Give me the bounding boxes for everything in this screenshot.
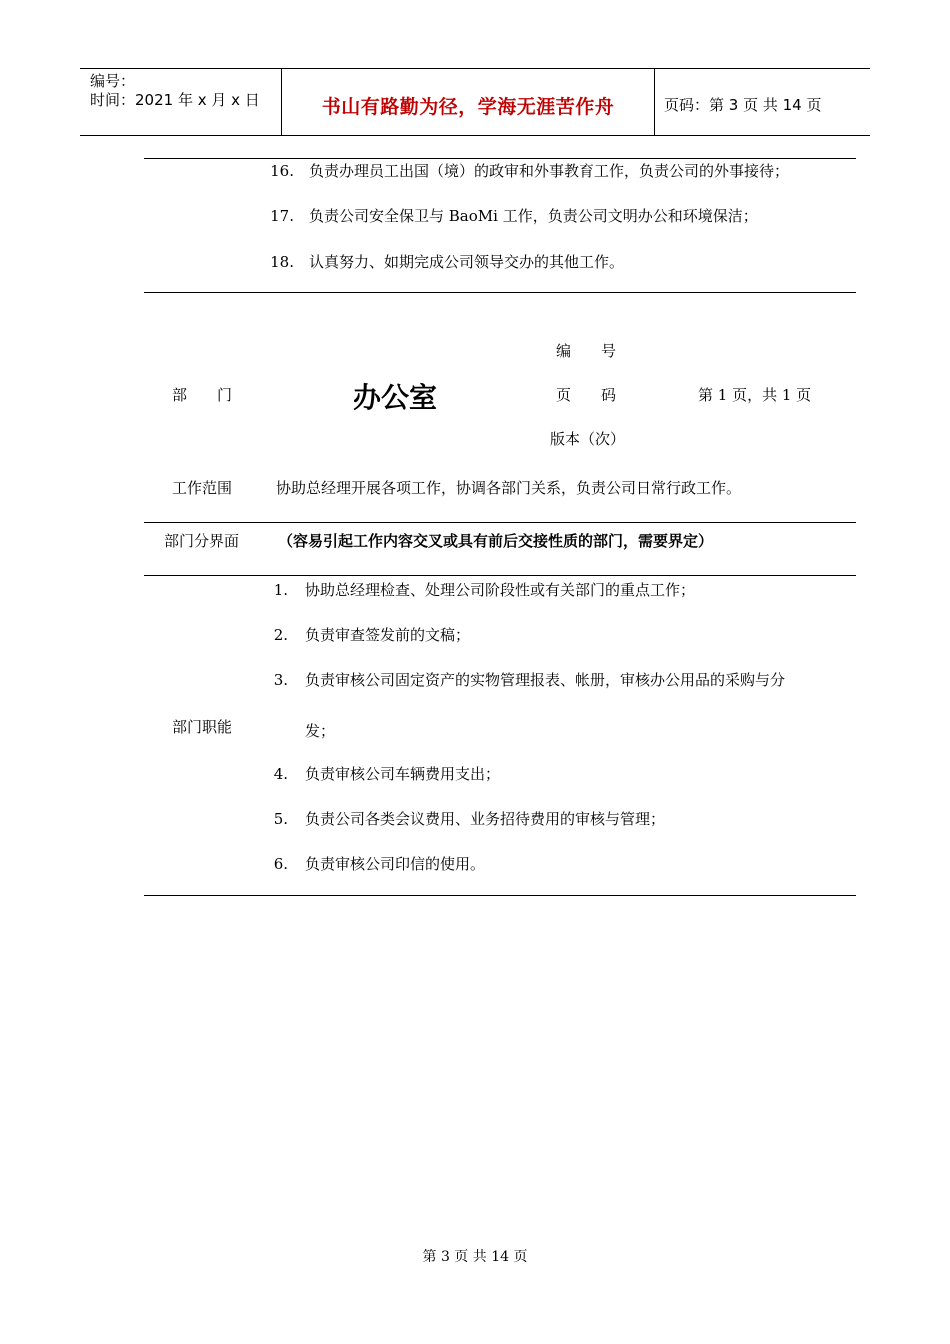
list-item: 负责审核公司固定资产的实物管理报表、帐册，审核办公用品的采购与分 [305,671,786,689]
interface-bottom-rule [144,575,856,576]
dept-label: 部 门 [172,386,233,404]
header-page-label: 页码：第 3 页 共 14 页 [664,96,822,114]
page-label: 页 码 [556,386,617,404]
list-item-number: 6. [273,855,288,873]
version-label: 版本（次） [550,430,626,448]
functions-label: 部门职能 [172,718,233,736]
list-item-number: 17. [270,207,294,225]
list-item-number: 3. [273,671,288,689]
list-item: 负责审查签发前的文稿； [305,626,471,644]
header-divider-1 [281,68,282,135]
interface-text: （容易引起工作内容交叉或具有前后交接性质的部门，需要界定） [278,532,714,550]
scope-text: 协助总经理开展各项工作，协调各部门关系，负责公司日常行政工作。 [276,479,742,497]
list-item: 负责办理员工出国（境）的政审和外事教育工作，负责公司的外事接待； [309,162,790,180]
code-label: 编 号 [556,342,617,360]
scope-label: 工作范围 [172,479,233,497]
list-item-continuation: 发； [305,722,336,740]
scope-bottom-rule [144,522,856,523]
list-item: 负责审核公司车辆费用支出； [305,765,501,783]
list-item: 认真努力、如期完成公司领导交办的其他工作。 [309,253,625,271]
header-motto: 书山有路勤为径，学海无涯苦作舟 [321,96,615,118]
functions-bottom-rule [144,895,856,896]
header-divider-2 [654,68,655,135]
header-number-label: 编号： [90,72,136,90]
list-item-number: 1. [273,581,288,599]
page-value: 第 1 页，共 1 页 [698,386,812,404]
header-bottom-border [80,135,870,136]
list-item: 协助总经理检查、处理公司阶段性或有关部门的重点工作； [305,581,696,599]
list-item: 负责公司各类会议费用、业务招待费用的审核与管理； [305,810,666,828]
list-item-number: 5. [273,810,288,828]
interface-label: 部门分界面 [164,532,240,550]
page-footer: 第 3 页 共 14 页 [422,1249,528,1265]
list-item-number: 4. [273,765,288,783]
list-item-number: 2. [273,626,288,644]
list-item: 负责审核公司印信的使用。 [305,855,486,873]
section-top-rule [144,158,856,159]
header-time-label: 时间：2021 年 x 月 x 日 [90,91,260,109]
header-top-border [80,68,870,69]
list-item: 负责公司安全保卫与 BaoMi 工作，负责公司文明办公和环境保洁； [309,207,758,225]
section-bottom-rule [144,292,856,293]
dept-name: 办公室 [352,381,437,414]
list-item-number: 16. [270,162,294,180]
list-item-number: 18. [270,253,294,271]
